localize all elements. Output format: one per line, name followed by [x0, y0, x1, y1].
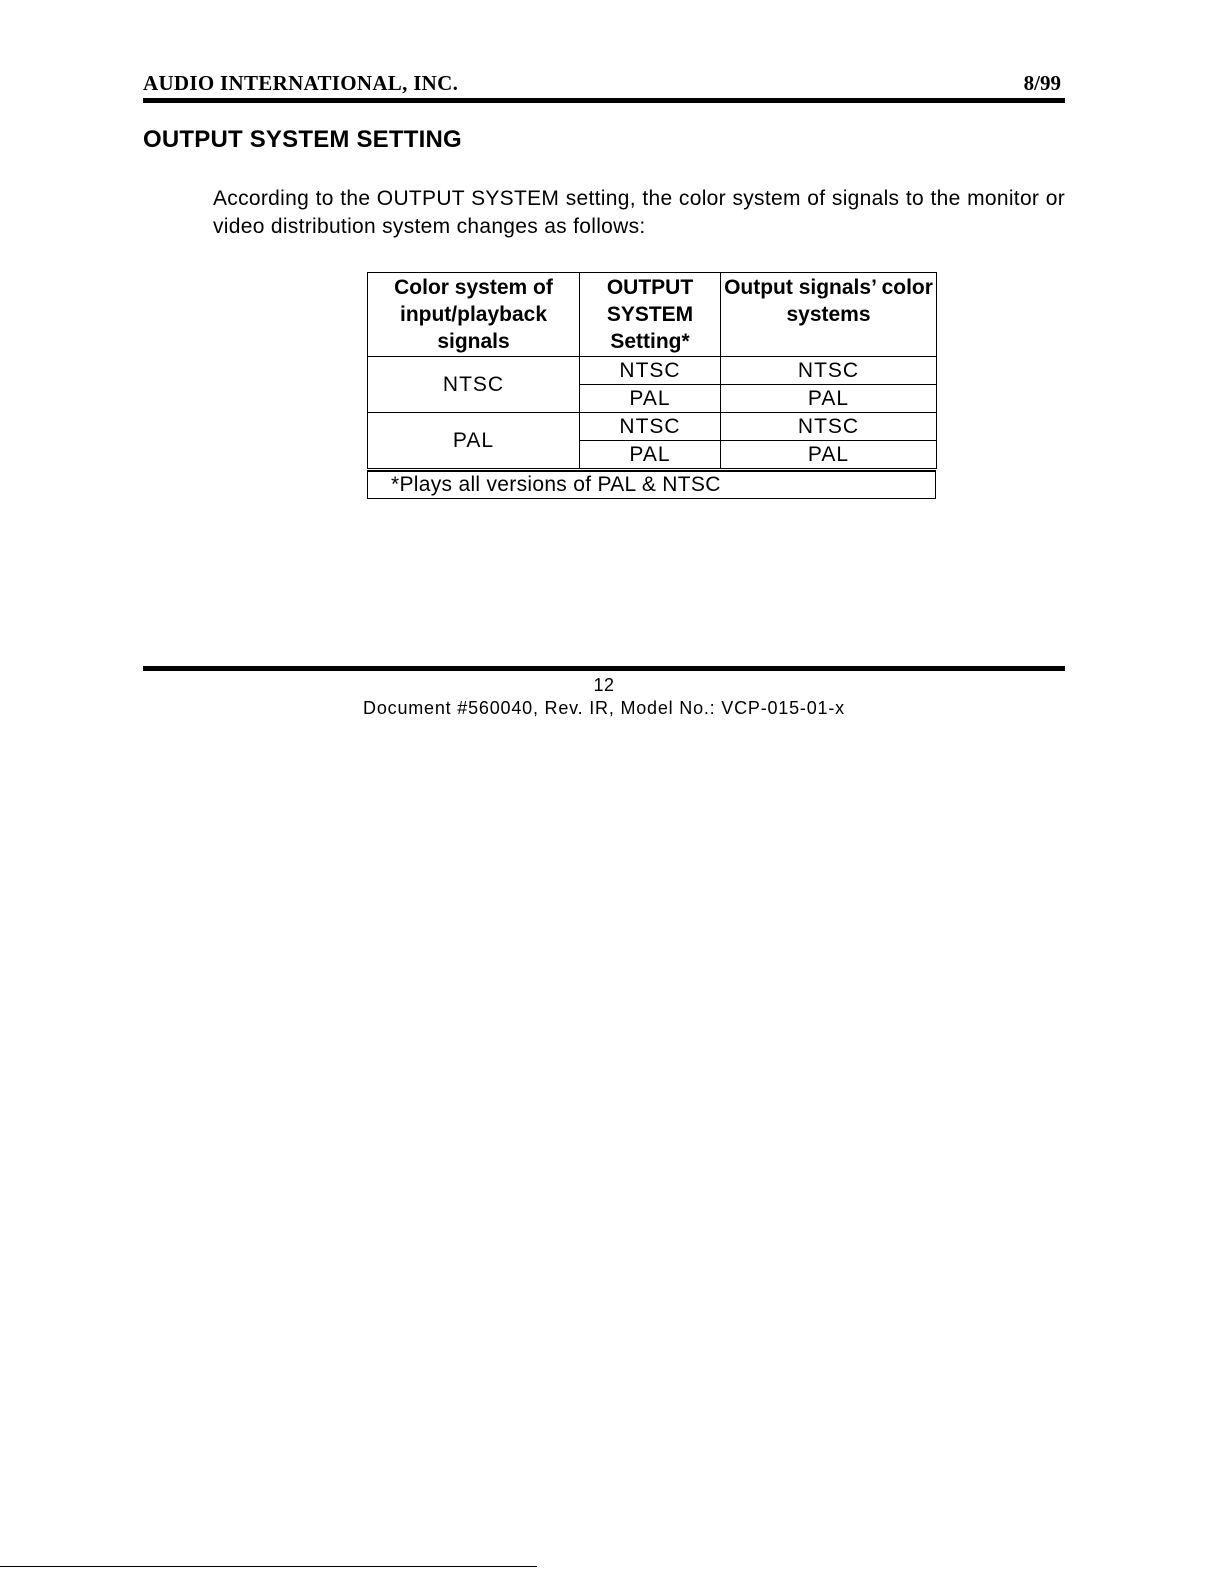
setting-cell: PAL: [580, 385, 721, 413]
page-number: 12: [593, 675, 615, 695]
output-cell: PAL: [721, 441, 937, 469]
table-header-row: [368, 273, 937, 357]
company-name: AUDIO INTERNATIONAL, INC.: [143, 71, 459, 95]
page-bottom-edge-divider: [0, 1566, 537, 1567]
section-title: OUTPUT SYSTEM SETTING: [143, 126, 462, 153]
output-system-table: [367, 272, 937, 469]
header-input-color-system: Color system of input/playback signals: [368, 273, 580, 357]
setting-cell: PAL: [580, 441, 721, 469]
table-row: [368, 357, 937, 385]
footer-rule: [143, 666, 1065, 671]
input-cell: PAL: [368, 413, 580, 469]
output-cell: NTSC: [721, 413, 937, 441]
input-cell: NTSC: [368, 357, 580, 413]
header-date: 8/99: [1023, 71, 1061, 95]
page-header: [143, 72, 1065, 103]
setting-cell: NTSC: [580, 413, 721, 441]
document-info: Document #560040, Rev. IR, Model No.: VCP-015-01-x: [363, 698, 845, 718]
output-cell: PAL: [721, 385, 937, 413]
output-cell: NTSC: [721, 357, 937, 385]
intro-paragraph: According to the OUTPUT SYSTEM setting, the color system of signals to the monitor or video distribution system changes as follows:: [213, 187, 1065, 238]
table-row: [368, 413, 937, 441]
setting-cell: NTSC: [580, 357, 721, 385]
output-system-table-container: [367, 272, 936, 499]
table-footnote: *Plays all versions of PAL & NTSC: [367, 470, 936, 499]
header-output-color-systems: Output signals’ color systems: [721, 273, 937, 357]
header-output-system-setting: OUTPUT SYSTEM Setting*: [580, 273, 721, 357]
